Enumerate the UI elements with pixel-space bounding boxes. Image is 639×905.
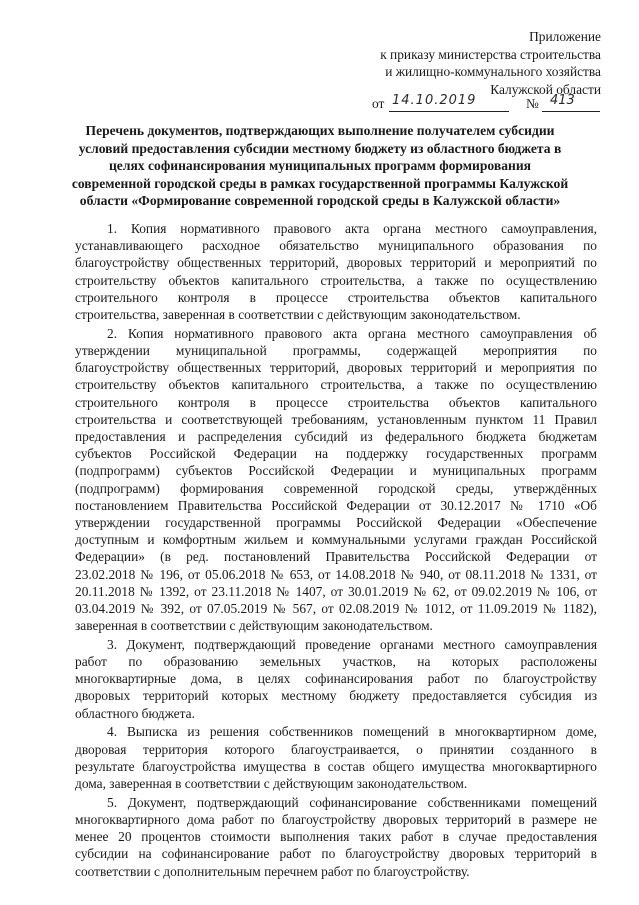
- order-reference: [372, 93, 600, 114]
- text-line: постановлением Правительства Российской Федерации от 30.12.2017 № 1710 «Об: [75, 497, 597, 513]
- date-underline: [389, 111, 509, 112]
- text-line: 23.02.2018 № 196, от 05.06.2018 № 653, от 14.08.2018 № 940, от 08.11.2018 № 1331, от: [75, 566, 597, 582]
- order-number-sign: №: [526, 96, 539, 111]
- text-line: 2. Копия нормативного правового акта органа местного самоуправления об: [107, 325, 597, 341]
- text-line: Федерации» (в ред. постановлений Правительства Российской Федерации от: [75, 549, 597, 565]
- title-line: современной городской среды в рамках государственной программы Калужской: [71, 175, 569, 191]
- text-line: строительного контроля в процессе строительства объектов капитального: [75, 289, 597, 305]
- text-line: субсидии на софинансирование работ по благоустройству дворовых территорий в: [75, 846, 597, 862]
- order-number-handwritten: 413: [550, 93, 575, 108]
- text-line: соответствии с дополнительным перечнем работ по благоустройству.: [75, 863, 470, 879]
- text-line: (подпрограмм) формирования современной городской среды, утверждённых: [75, 480, 597, 496]
- text-line: 4. Выписка из решения собственников помещений в многоквартирном доме,: [107, 724, 597, 740]
- text-line: дворовая территория которого благоустраивается, о принятии созданного в: [75, 741, 597, 757]
- title-line: условий предоставления субсидии местному бюджету из областного бюджета в: [78, 140, 562, 156]
- text-line: утверждении государственной программы Российской Федерации «Обеспечение: [75, 514, 597, 530]
- text-line: 20.11.2018 № 1392, от 23.11.2018 № 1407, от 30.01.2019 № 62, от 09.02.2019 № 106, от: [75, 583, 597, 599]
- text-line: строительству объектов капитального строительства, а также по осуществлению: [75, 377, 597, 393]
- text-line: результате благоустройства имущества в состав общего имущества многоквартирного: [75, 758, 597, 774]
- text-line: утверждении муниципальной программы, содержащей мероприятия по: [75, 342, 597, 358]
- text-line: устанавливающего расходное обязательство муниципального образования по: [75, 238, 597, 254]
- title-line: целях софинансирования муниципальных программ формирования: [108, 158, 532, 174]
- text-line: 03.04.2019 № 392, от 07.05.2019 № 567, от 02.08.2019 № 1012, от 11.09.2019 № 1182),: [75, 600, 597, 616]
- text-line: строительству объектов капитального строительства, а также по осуществлению: [75, 272, 597, 288]
- list-item-4: [75, 723, 597, 792]
- text-line: многоквартирного дома работ по благоустройству дворовых территорий в размере не: [75, 811, 597, 827]
- text-line: строительства и соответствующей требованиям, установленным пунктом 11 Правил: [75, 411, 597, 427]
- text-line: субъектов Российской Федерации на поддержку государственных программ: [75, 446, 597, 462]
- document-title: [40, 122, 600, 210]
- list-item-3: [75, 636, 597, 722]
- text-line: благоустройству общественных территорий, дворовых территорий и мероприятия по: [75, 360, 597, 376]
- order-prefix: от: [372, 96, 385, 111]
- text-line: предоставления и распределения субсидий из федерального бюджета бюджетам: [75, 428, 597, 444]
- appendix-line: и жилищно-коммунального хозяйства: [385, 64, 601, 79]
- text-line: 5. Документ, подтверждающий софинансирование собственниками помещений: [107, 794, 597, 810]
- document-body: [75, 220, 597, 880]
- text-line: (подпрограмм) субъектов Российской Федерации и муниципальных программ: [75, 463, 597, 479]
- number-underline: [542, 111, 600, 112]
- text-line: благоустройству общественных территорий, дворовых территорий и мероприятий по: [75, 255, 597, 271]
- appendix-header: [380, 28, 601, 98]
- appendix-line: к приказу министерства строительства: [380, 46, 601, 62]
- text-line: 3. Документ, подтверждающий проведение органами местного самоуправления: [107, 636, 597, 652]
- list-item-2: [75, 325, 597, 635]
- appendix-line: Приложение: [529, 29, 601, 44]
- text-line: заверенная в соответствии с действующим законодательством.: [75, 618, 433, 634]
- order-date-handwritten: 14.10.2019: [392, 93, 477, 108]
- text-line: дворовых территорий которых местному бюджету предоставляется субсидия из: [75, 688, 597, 704]
- text-line: многоквартирные дома, в целях софинансирования работ по благоустройству: [75, 671, 597, 687]
- text-line: работ по образованию земельных участков, на которых расположены: [75, 654, 597, 670]
- text-line: доступным и комфортным жильем и коммунальными услугами граждан Российской: [75, 532, 597, 548]
- text-line: строительства, заверенная в соответствии с действующим законодательством.: [75, 307, 521, 323]
- text-line: дома, заверенная в соответствии с действующим законодательством.: [75, 776, 468, 791]
- text-line: строительного контроля в процессе строительства объектов капитального: [75, 394, 597, 410]
- appendix-line: Калужской области: [490, 81, 601, 97]
- title-line: Перечень документов, подтверждающих выполнение получателем субсидии: [85, 123, 555, 138]
- text-line: менее 20 процентов стоимости выполнения таких работ в случае предоставления: [75, 829, 597, 845]
- title-line: области «Формирование современной городской среды в Калужской области»: [79, 193, 561, 209]
- text-line: 1. Копия нормативного правового акта органа местного самоуправления,: [107, 221, 597, 236]
- text-line: областного бюджета.: [75, 705, 195, 721]
- list-item-1: [75, 220, 597, 323]
- list-item-5: [75, 794, 597, 880]
